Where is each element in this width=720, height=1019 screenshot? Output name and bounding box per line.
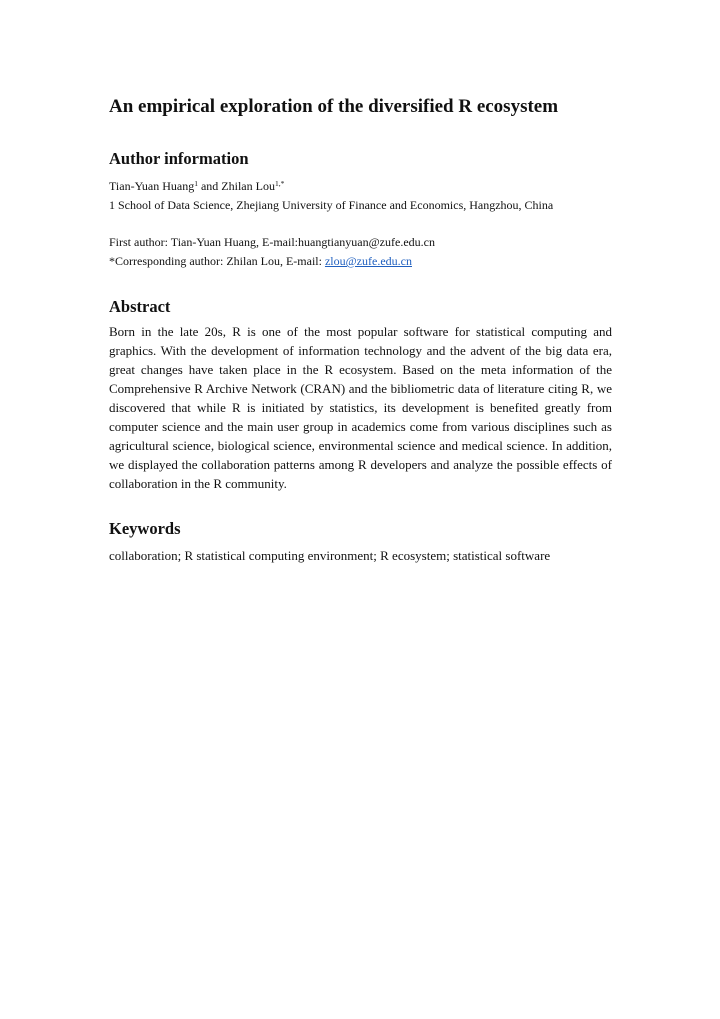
corresponding-author-label: *Corresponding author: Zhilan Lou, E-mail: — [109, 254, 325, 268]
first-author-line: First author: Tian-Yuan Huang, E-mail:huangtianyuan@zufe.edu.cn — [109, 235, 435, 249]
corresponding-author-line — [109, 252, 612, 271]
keywords-text: collaboration; R statistical computing environment; R ecosystem; statistical software — [109, 548, 551, 563]
affiliation-line: 1 School of Data Science, Zhejiang University of Finance and Economics, Hangzhou, China — [109, 198, 554, 212]
author-list — [109, 177, 612, 196]
author-information-heading: Author information — [109, 149, 249, 168]
abstract-heading: Abstract — [109, 297, 171, 316]
paper-content — [109, 94, 612, 565]
spacer — [109, 215, 612, 233]
paper-title: An empirical exploration of the diversified R ecosystem — [109, 96, 559, 117]
author-connector: and — [197, 179, 222, 193]
author-name-1: Tian-Yuan Huang — [109, 179, 195, 193]
abstract-text: Born in the late 20s, R is one of the most popular software for statistical computing and graphics. With the development of information technology and the advent of the big data era, great changes have taken place in the R ecosystem. Based on the meta information of the Comprehensive R Archive Network (CRAN) and the bibliometric data of literature citing R, we discovered that while R is initiated by statistics, its development is benefited greatly from computer science and the main user group in academics come from various disciplines such as agricultural science, biological science, environmental science and medical science. In addition, we displayed the collaboration patterns among R developers and analyze the possible effects of collaboration in the R community. — [109, 324, 612, 491]
author-name-2: Zhilan Lou — [221, 179, 275, 193]
keywords-heading: Keywords — [109, 519, 181, 538]
corresponding-email-link[interactable]: zlou@zufe.edu.cn — [324, 254, 412, 268]
author-1-affiliation-mark: 1 — [194, 179, 198, 188]
author-2-affiliation-mark: 1,* — [274, 179, 285, 188]
